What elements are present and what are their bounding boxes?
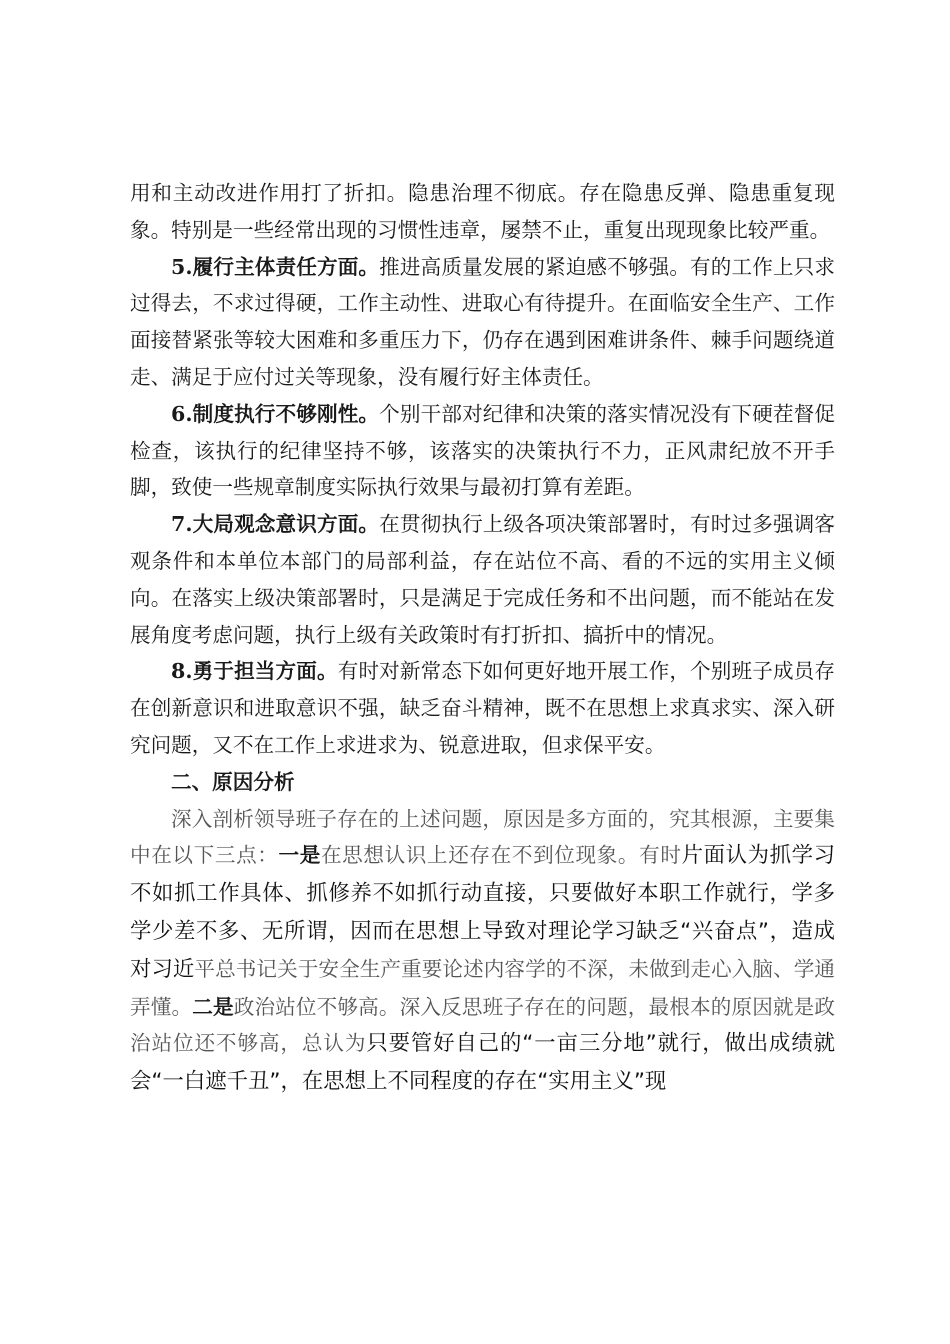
- cause-text-3: 平总书记关于安全生产重要论述内容学的不深，未做到走心入脑、学通弄懂。: [130, 956, 835, 1019]
- item-8-body: 有时对新常态下如何更好地开展工作，个别班子成员存在创新意识和进取意识不强，缺乏奋斗精神，既不在思想上求真求实、深入研究问题，又不在工作上求进求为、锐意进取，但求保平安。: [130, 659, 836, 757]
- item-7-body: 在贯彻执行上级各项决策部署时，有时过多强调客观条件和本单位本部门的局部利益，存在站位不高、看的不远的实用主义倾向。在落实上级决策部署时，只是满足于完成任务和不出问题，而不能站在发展角度考虑问题，执行上级有关政策时有打折扣、搞折中的情况。: [130, 512, 836, 647]
- cause-emphasis-2: 只要管好自己的“一亩三分地”就行，做出成绩就会“一白遮千丑”，在思想上不同程度的存在“实用主义”现: [130, 1031, 835, 1095]
- paragraph-item-6: [130, 396, 835, 506]
- item-7-title: 7.大局观念意识方面。: [171, 512, 380, 537]
- section-heading: 二、原因分析: [171, 769, 295, 794]
- paragraph-item-8: [130, 653, 835, 763]
- paragraph-item-5: [130, 249, 835, 396]
- cause-keyword-2: 二是: [192, 994, 234, 1019]
- cause-emphasis-1: 片面认为抓学习不如抓工作具体、抓修养不如抓行动直接，只要做好本职工作就行，学多学少差不多、无所谓，因而在思想上导致对理论学习缺乏“兴奋点”，造成对习近: [130, 843, 836, 982]
- item-5-body: 推进高质量发展的紧迫感不够强。有的工作上只求过得去，不求过得硬，工作主动性、进取心有待提升。在面临安全生产、工作面接替紧张等较大困难和多重压力下，仍存在遇到困难讲条件、棘手问题绕道走、满足于应付过关等现象，没有履行好主体责任。: [130, 254, 836, 389]
- paragraph-item-7: [130, 506, 835, 653]
- cause-text-4: 政治站位不够高。深入反思班子存在的问题，最根本的原因就是政治站位还不够高，总认为: [130, 994, 836, 1056]
- body-text: [130, 175, 835, 1101]
- item-6-body: 个别干部对纪律和决策的落实情况没有下硬茬督促检查，该执行的纪律坚持不够，该落实的决策执行不力，正风肃纪放不开手脚，致使一些规章制度实际执行效果与最初打算有差距。: [130, 401, 836, 500]
- item-5-title: 5.履行主体责任方面。: [171, 254, 380, 279]
- cause-analysis-paragraph: [130, 801, 835, 1101]
- cause-text-2: 在思想认识上还存在不到位现象。有时: [320, 843, 682, 868]
- item-6-title: 6.制度执行不够刚性。: [171, 401, 380, 426]
- cause-keyword-1: 一是: [278, 843, 321, 868]
- cause-text-1: 深入剖析领导班子存在的上述问题，原因是多方面的，究其根源，主要集中在以下三点：: [130, 806, 835, 868]
- item-8-title: 8.勇于担当方面。: [171, 659, 338, 684]
- paragraph-continued: 用和主动改进作用打了折扣。隐患治理不彻底。存在隐患反弹、隐患重复现象。特别是一些经常出现的习惯性违章，屡禁不止，重复出现现象比较严重。: [130, 181, 835, 242]
